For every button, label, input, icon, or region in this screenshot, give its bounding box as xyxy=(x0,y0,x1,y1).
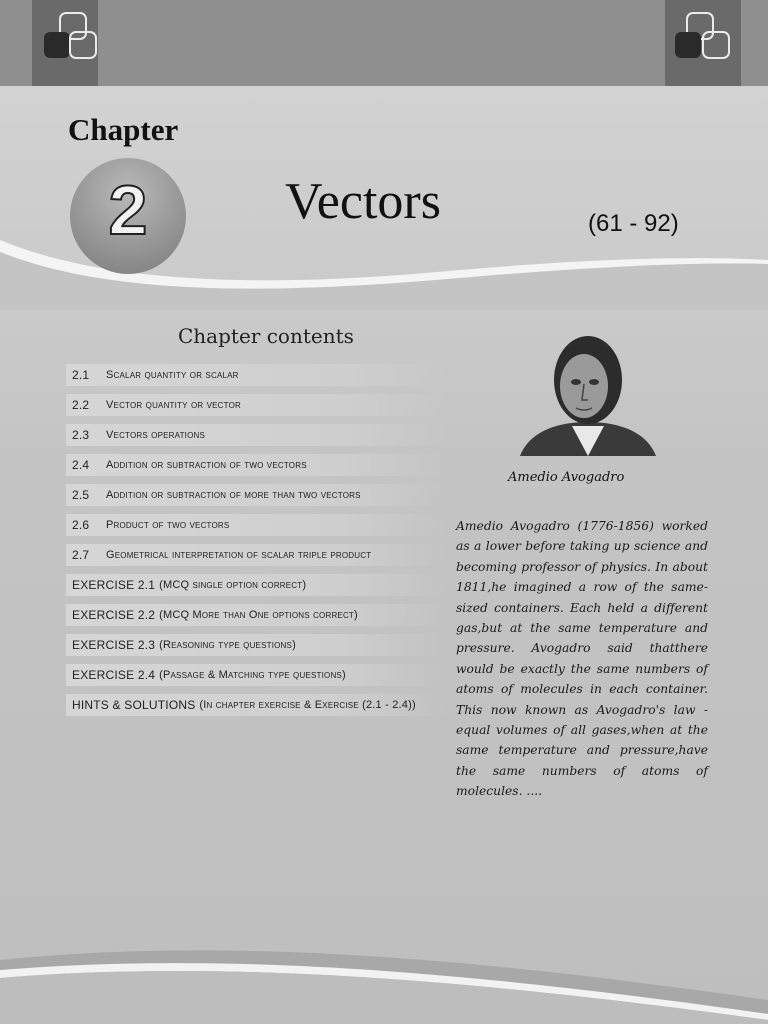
page-range: (61 - 92) xyxy=(588,210,679,237)
wave-decoration-bottom xyxy=(0,930,768,1024)
portrait-image xyxy=(520,330,656,456)
list-item xyxy=(66,424,446,446)
list-item xyxy=(66,634,446,656)
item-number: EXERCISE 2.3 xyxy=(72,638,156,652)
list-item xyxy=(66,694,446,716)
item-label: Geometrical interpretation of scalar triple product xyxy=(106,549,372,561)
item-number: 2.2 xyxy=(72,398,90,412)
top-band xyxy=(0,0,768,86)
item-label: (MCQ More than One options correct) xyxy=(159,609,358,621)
item-label: Addition or subtraction of more than two vectors xyxy=(106,489,361,501)
item-number: 2.7 xyxy=(72,548,90,562)
item-number: 2.1 xyxy=(72,368,90,382)
item-label: (In chapter exercise & Exercise (2.1 - 2.4)) xyxy=(199,699,416,711)
list-item xyxy=(66,394,446,416)
chapter-label: Chapter xyxy=(68,112,179,147)
contents-heading: Chapter contents xyxy=(178,324,354,348)
chapter-title: Vectors xyxy=(285,173,441,230)
logo-left xyxy=(32,0,98,86)
contents-list xyxy=(66,364,446,724)
item-number: EXERCISE 2.2 xyxy=(72,608,156,622)
item-label: (Reasoning type questions) xyxy=(159,639,296,651)
item-number: 2.5 xyxy=(72,488,90,502)
item-label: Addition or subtraction of two vectors xyxy=(106,459,307,471)
list-item xyxy=(66,664,446,686)
list-item xyxy=(66,574,446,596)
item-number: 2.3 xyxy=(72,428,90,442)
chapter-number: 2 xyxy=(108,171,148,249)
item-label: Product of two vectors xyxy=(106,519,230,531)
list-item xyxy=(66,364,446,386)
item-label: Vectors operations xyxy=(106,429,206,441)
scientist-bio: Amedio Avogadro (1776-1856) worked as a lower before taking up science and becoming professor of physics. In about 1811,he imagined a row of the same-sized containers. Each held a different gas,but at the same temperature and pressure. Avogadro said thatthere would be exactly the same numbers of atoms of molecules in each container. This now known as Avogadro's law - equal volumes of all gases,when at the same temperature and pressure,have the same numbers of atoms of molecules. .... xyxy=(456,519,708,799)
list-item xyxy=(66,514,446,536)
portrait-caption: Amedio Avogadro xyxy=(508,470,625,485)
list-item xyxy=(66,604,446,626)
item-label: Vector quantity or vector xyxy=(106,399,241,411)
item-number: EXERCISE 2.1 xyxy=(72,578,156,592)
item-label: (Passage & Matching type questions) xyxy=(159,669,346,681)
logo-right xyxy=(665,0,741,86)
item-label: Scalar quantity or scalar xyxy=(106,369,239,381)
item-number: EXERCISE 2.4 xyxy=(72,668,156,682)
list-item xyxy=(66,544,446,566)
overlapping-squares-icon xyxy=(40,10,100,70)
overlapping-squares-icon xyxy=(673,10,733,70)
list-item xyxy=(66,484,446,506)
item-number: 2.4 xyxy=(72,458,90,472)
item-number: 2.6 xyxy=(72,518,90,532)
list-item xyxy=(66,454,446,476)
item-number: HINTS & SOLUTIONS xyxy=(72,698,196,712)
item-label: (MCQ single option correct) xyxy=(159,579,307,591)
